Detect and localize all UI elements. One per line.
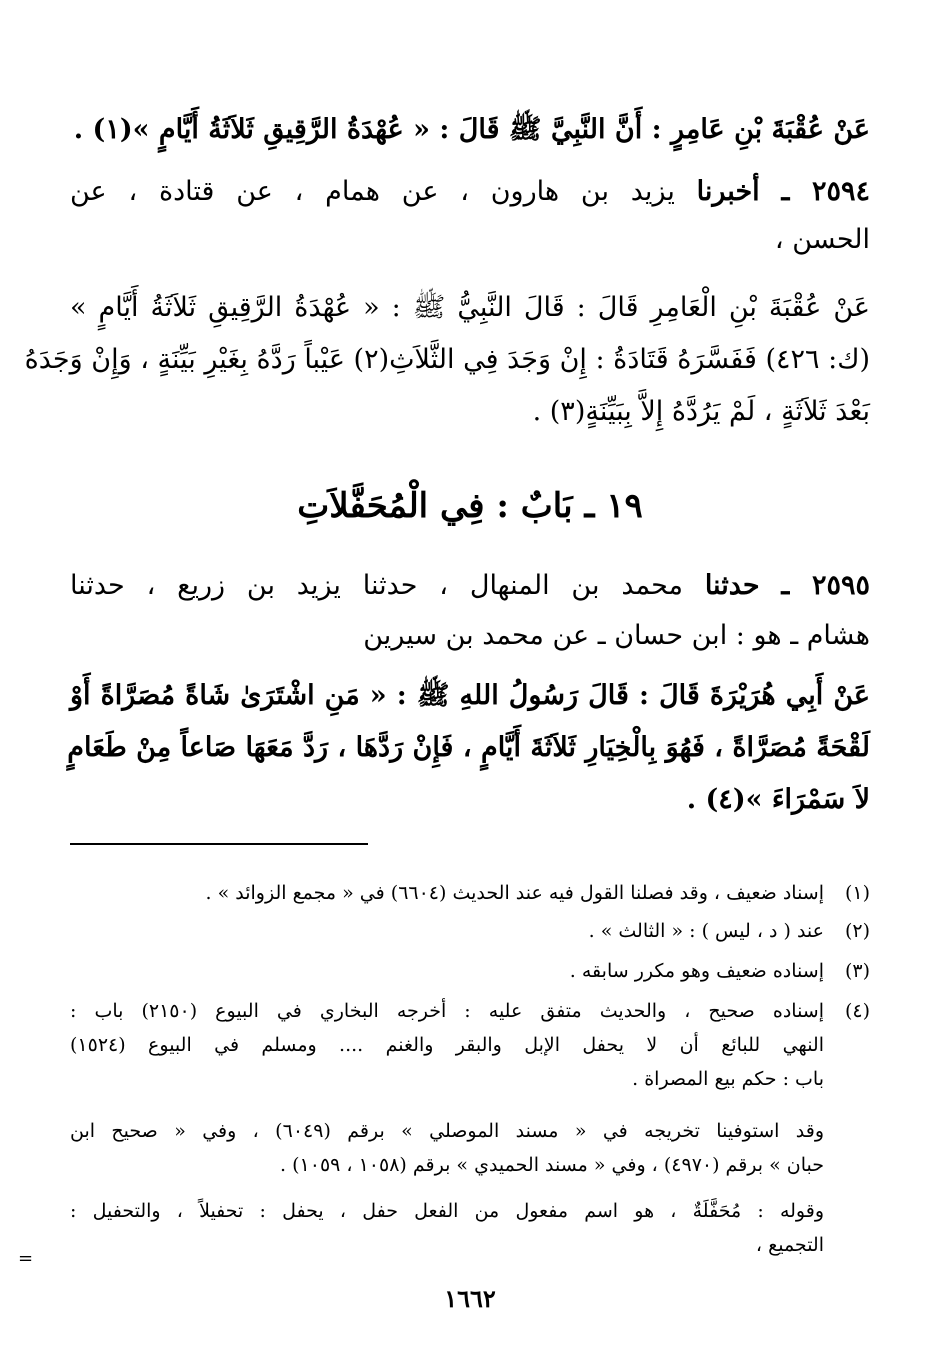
hadith-2595-line [70,560,870,612]
hadith-2594-verb: أخبرنا [696,176,760,207]
text-line-5: (ك: ٤٢٦) فَفَسَّرَهُ قَتَادَةُ : إِنْ وَجَدَ فِي الثَّلاَثِ(٢) عَيْباً رَدَّهُ بِغَيْرِ بَيِّنَةٍ ، وَإِنْ وَجَدَهُ [24,344,870,375]
footnote-number: (٢) [844,920,870,942]
hadith-number-2594: ٢٥٩٤ ـ [781,176,870,207]
hadith-2594-chain: يزيد بن هارون ، عن همام ، عن قتادة ، عن [70,176,675,207]
footnote-separator [70,843,368,845]
page [24,0,870,1371]
footnote-number: (٣) [844,960,870,982]
text-line-6: بَعْدَ ثَلاَثَةٍ ، لَمْ يَرُدَّهُ إِلاَّ بِبَيِّنَةٍ(٣) . [532,396,870,427]
text-line-10: لَقْحَةً مُصَرَّاةً ، فَهُوَ بِالْخِيَارِ ثَلاَثَةَ أَيَّامٍ ، فَإِنْ رَدَّهَا ، رَدَّ مَعَهَا صَاعاً مِنْ طَعَامٍ [67,732,870,763]
chapter-heading: ١٩ ـ بَابٌ : فِي الْمُحَفَّلاَتِ [297,486,643,526]
text-line-1: عَنْ عُقْبَةَ بْنِ عَامِرٍ : أَنَّ النَّبِيَّ ﷺ قَالَ : « عُهْدَةُ الرَّقِيقِ ثَلاَثَةُ أَيَّامٍ »(١) . [73,114,870,145]
hadith-2594-line [70,166,870,218]
footnote-text: إسناده ضعيف وهو مكرر سابقه . [569,960,824,982]
text-line-9: عَنْ أَبِي هُرَيْرَةَ قَالَ : قَالَ رَسُولُ اللهِ ﷺ : « مَنِ اشْتَرَىٰ شَاةً مُصَرَّاةً أَوْ [70,680,870,711]
continuation-mark: = [18,1248,34,1269]
text-line-4: عَنْ عُقْبَةَ بْنِ الْعَامِرِ قَالَ : قَالَ النَّبِيُّ ﷺ : « عُهْدَةُ الرَّقِيقِ ثَلاَثَةُ أَيَّامٍ » [70,292,870,323]
footnote-text: عند ( د ، ليس ) : « الثالث » . [588,920,824,942]
page-number: ١٦٦٢ [444,1284,496,1313]
footnote-line: التجميع ، [755,1234,824,1256]
footnote-line: وقوله : مُحَفَّلَةٌ ، هو اسم مفعول من الفعل حفل ، يحفل : تحفيلاً ، والتحفيل : [70,1200,824,1222]
text-line-8: هشام ـ هو : ابن حسان ـ عن محمد بن سيرين [363,620,870,651]
footnote-number: (١) [844,882,870,904]
footnote-line: وقد استوفينا تخريجه في « مسند الموصلي » برقم (٦٠٤٩) ، وفي « صحيح ابن [70,1120,824,1142]
footnote-line: باب : حكم بيع المصراة . [632,1068,824,1090]
hadith-2595-verb: حدثنا [704,570,760,601]
footnote-line: حبان » برقم (٤٩٧٠) ، وفي « مسند الحميدي » برقم (١٠٥٨ ، ١٠٥٩) . [280,1154,824,1176]
text-line-3: الحسن ، [774,224,870,255]
hadith-2595-chain: محمد بن المنهال ، حدثنا يزيد بن زريع ، حدثنا [70,570,683,601]
footnote-line: إسناده صحيح ، والحديث متفق عليه : أخرجه البخاري في البيوع (٢١٥٠) باب : [70,1000,824,1022]
footnote-text: إسناد ضعيف ، وقد فصلنا القول فيه عند الحديث (٦٦٠٤) في « مجمع الزوائد » . [205,882,824,904]
hadith-number-2595: ٢٥٩٥ ـ [781,570,870,601]
footnote-line: النهي للبائع أن لا يحفل الإبل والبقر والغنم .... ومسلم في البيوع (١٥٢٤) [70,1034,824,1056]
text-line-11: لاَ سَمْرَاءَ »(٤) . [686,784,870,815]
footnote-number: (٤) [844,1000,870,1022]
